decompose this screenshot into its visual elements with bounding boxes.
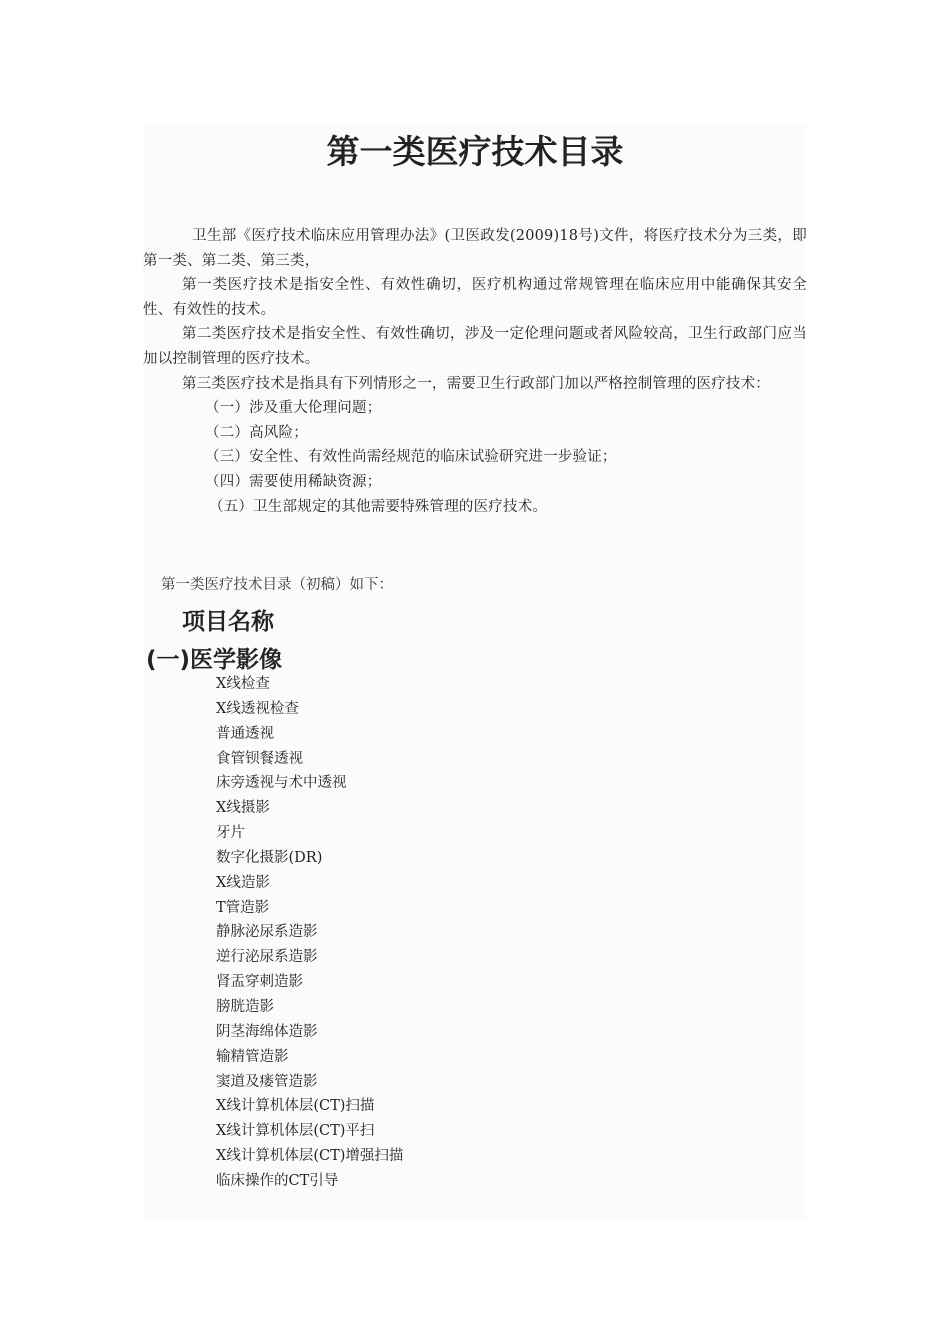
third-class-definition: 第三类医疗技术是指具有下列情形之一，需要卫生行政部门加以严格控制管理的医疗技术： <box>182 375 770 392</box>
list-item: X线计算机体层(CT)增强扫描 <box>216 1148 404 1165</box>
list-item: 阴茎海绵体造影 <box>216 1023 318 1040</box>
item-list <box>216 672 403 1194</box>
list-item: T管造影 <box>216 899 270 916</box>
list-item: X线透视检查 <box>216 700 299 717</box>
catalog-intro: 第一类医疗技术目录（初稿）如下： <box>161 577 393 593</box>
condition-item: （四）需要使用稀缺资源； <box>205 473 382 490</box>
list-item: 肾盂穿刺造影 <box>216 974 303 991</box>
list-item: 逆行泌尿系造影 <box>216 949 318 966</box>
list-item: X线摄影 <box>216 800 270 817</box>
condition-item: （五）卫生部规定的其他需要特殊管理的医疗技术。 <box>209 498 548 515</box>
list-item: 临床操作的CT引导 <box>216 1172 339 1189</box>
list-item: 静脉泌尿系造影 <box>216 924 318 941</box>
intro-text <box>143 224 807 519</box>
list-item: 数字化摄影(DR) <box>216 849 323 866</box>
condition-item: （三）安全性、有效性尚需经规范的临床试验研究进一步验证； <box>205 449 617 466</box>
list-item: X线造影 <box>216 874 270 891</box>
condition-item: （二）高风险； <box>205 424 308 441</box>
list-item: X线计算机体层(CT)平扫 <box>216 1123 375 1140</box>
list-item: 普通透视 <box>216 725 274 742</box>
intro-paragraph: 卫生部《医疗技术临床应用管理办法》(卫医政发(2009)18号)文件，将医疗技术分为三类，即第一类、第二类、第三类， <box>143 228 807 269</box>
list-item: 窦道及瘘管造影 <box>216 1073 318 1090</box>
list-item: 膀胱造影 <box>216 998 274 1015</box>
document-title: 第一类医疗技术目录 <box>326 132 624 171</box>
list-item: X线检查 <box>216 676 270 692</box>
list-item: 食管钡餐透视 <box>216 750 303 767</box>
list-item: 输精管造影 <box>216 1048 289 1065</box>
list-item: 床旁透视与术中透视 <box>216 775 347 792</box>
project-name-heading: 项目名称 <box>182 609 274 635</box>
first-class-definition: 第一类医疗技术是指安全性、有效性确切，医疗机构通过常规管理在临床应用中能确保其安全性、有效性的技术。 <box>143 277 807 318</box>
condition-item: （一）涉及重大伦理问题； <box>205 400 382 417</box>
list-item: 牙片 <box>216 825 245 842</box>
section-heading: (一)医学影像 <box>146 647 283 673</box>
list-item: X线计算机体层(CT)扫描 <box>216 1098 375 1115</box>
second-class-definition: 第二类医疗技术是指安全性、有效性确切，涉及一定伦理问题或者风险较高，卫生行政部门应当加以控制管理的医疗技术。 <box>143 326 807 367</box>
